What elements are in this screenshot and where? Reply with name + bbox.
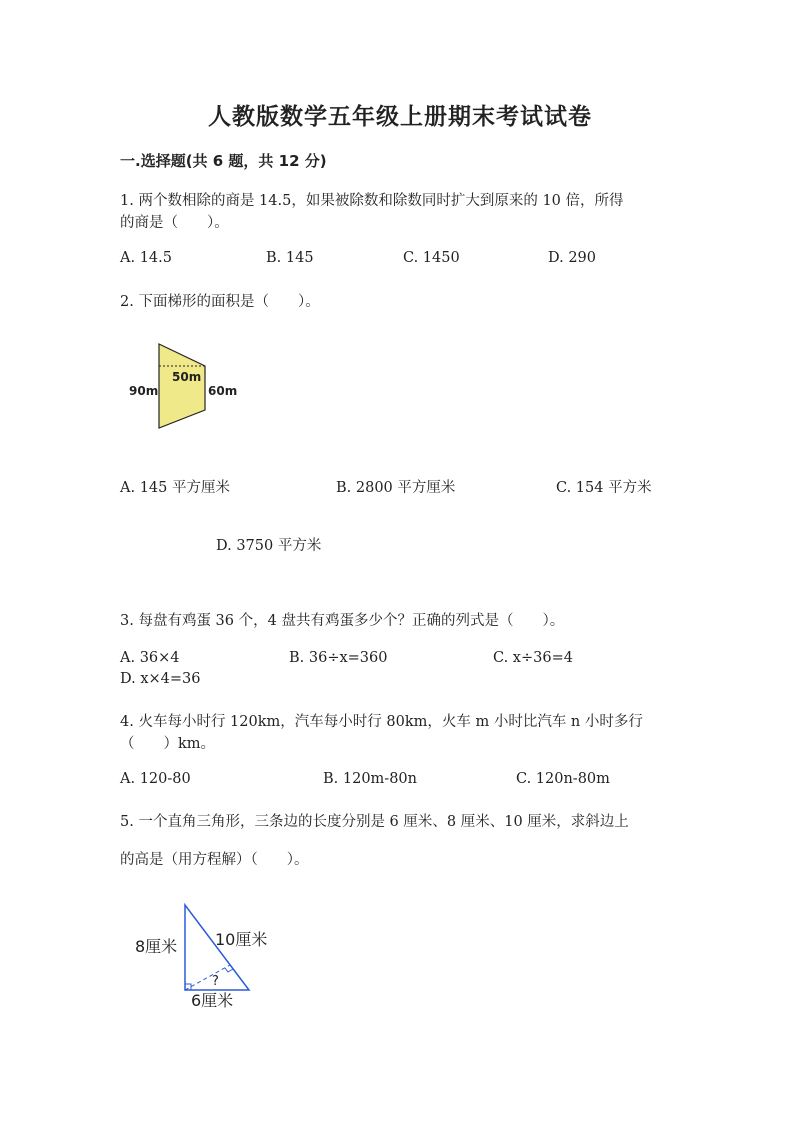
question-3-option-c: C. x÷36=4 — [493, 650, 573, 666]
question-1-option-d: D. 290 — [548, 250, 597, 266]
height-foot-mark — [225, 968, 233, 972]
question-4-option-b: B. 120m-80n — [323, 771, 417, 787]
question-5-line-1: 5. 一个直角三角形，三条边的长度分别是 6 厘米、8 厘米、10 厘米，求斜边上 — [120, 814, 629, 830]
height-dashed-line — [185, 965, 230, 990]
trapezoid-figure — [125, 340, 240, 435]
question-2-option-c: C. 154 平方米 — [556, 480, 652, 496]
trapezoid-shape — [159, 344, 205, 428]
question-4-option-c: C. 120n-80m — [516, 771, 610, 787]
question-2-text: 2. 下面梯形的面积是（ ）。 — [120, 294, 320, 310]
section-heading: 一.选择题(共 6 题，共 12 分) — [120, 152, 327, 170]
question-1-option-a: A. 14.5 — [120, 250, 172, 266]
trapezoid-label-left: 90m — [129, 384, 159, 398]
question-4-option-a: A. 120-80 — [120, 771, 191, 787]
question-1-line-1: 1. 两个数相除的商是 14.5，如果被除数和除数同时扩大到原来的 10 倍，所得 — [120, 193, 624, 209]
question-1-option-b: B. 145 — [266, 250, 314, 266]
question-2-option-b: B. 2800 平方厘米 — [336, 480, 456, 496]
trapezoid-label-middle: 50m — [172, 370, 202, 384]
question-3-text: 3. 每盘有鸡蛋 36 个，4 盘共有鸡蛋多少个？正确的列式是（ ）。 — [120, 613, 565, 629]
question-3-option-d: D. x×4=36 — [120, 671, 201, 687]
question-3-option-b: B. 36÷x=360 — [289, 650, 388, 666]
triangle-label-left: 8厘米 — [135, 937, 178, 956]
question-1-option-c: C. 1450 — [403, 250, 460, 266]
question-3-option-a: A. 36×4 — [120, 650, 180, 666]
triangle-height-mark: ? — [212, 974, 219, 989]
trapezoid-label-right: 60m — [208, 384, 238, 398]
question-2-option-d: D. 3750 平方米 — [216, 538, 322, 554]
question-5-line-2: 的高是（用方程解）（ ）。 — [120, 852, 309, 868]
page-title: 人教版数学五年级上册期末考试试卷 — [208, 104, 592, 130]
right-triangle-figure — [125, 895, 285, 1015]
question-4-line-2: （ ）km。 — [120, 736, 216, 752]
question-1-line-2: 的商是（ ）。 — [120, 215, 229, 231]
question-2-option-a: A. 145 平方厘米 — [120, 480, 230, 496]
question-4-line-1: 4. 火车每小时行 120km，汽车每小时行 80km，火车 m 小时比汽车 n 小时多行 — [120, 714, 643, 730]
triangle-label-hypotenuse: 10厘米 — [215, 930, 268, 949]
triangle-label-bottom: 6厘米 — [191, 991, 234, 1010]
